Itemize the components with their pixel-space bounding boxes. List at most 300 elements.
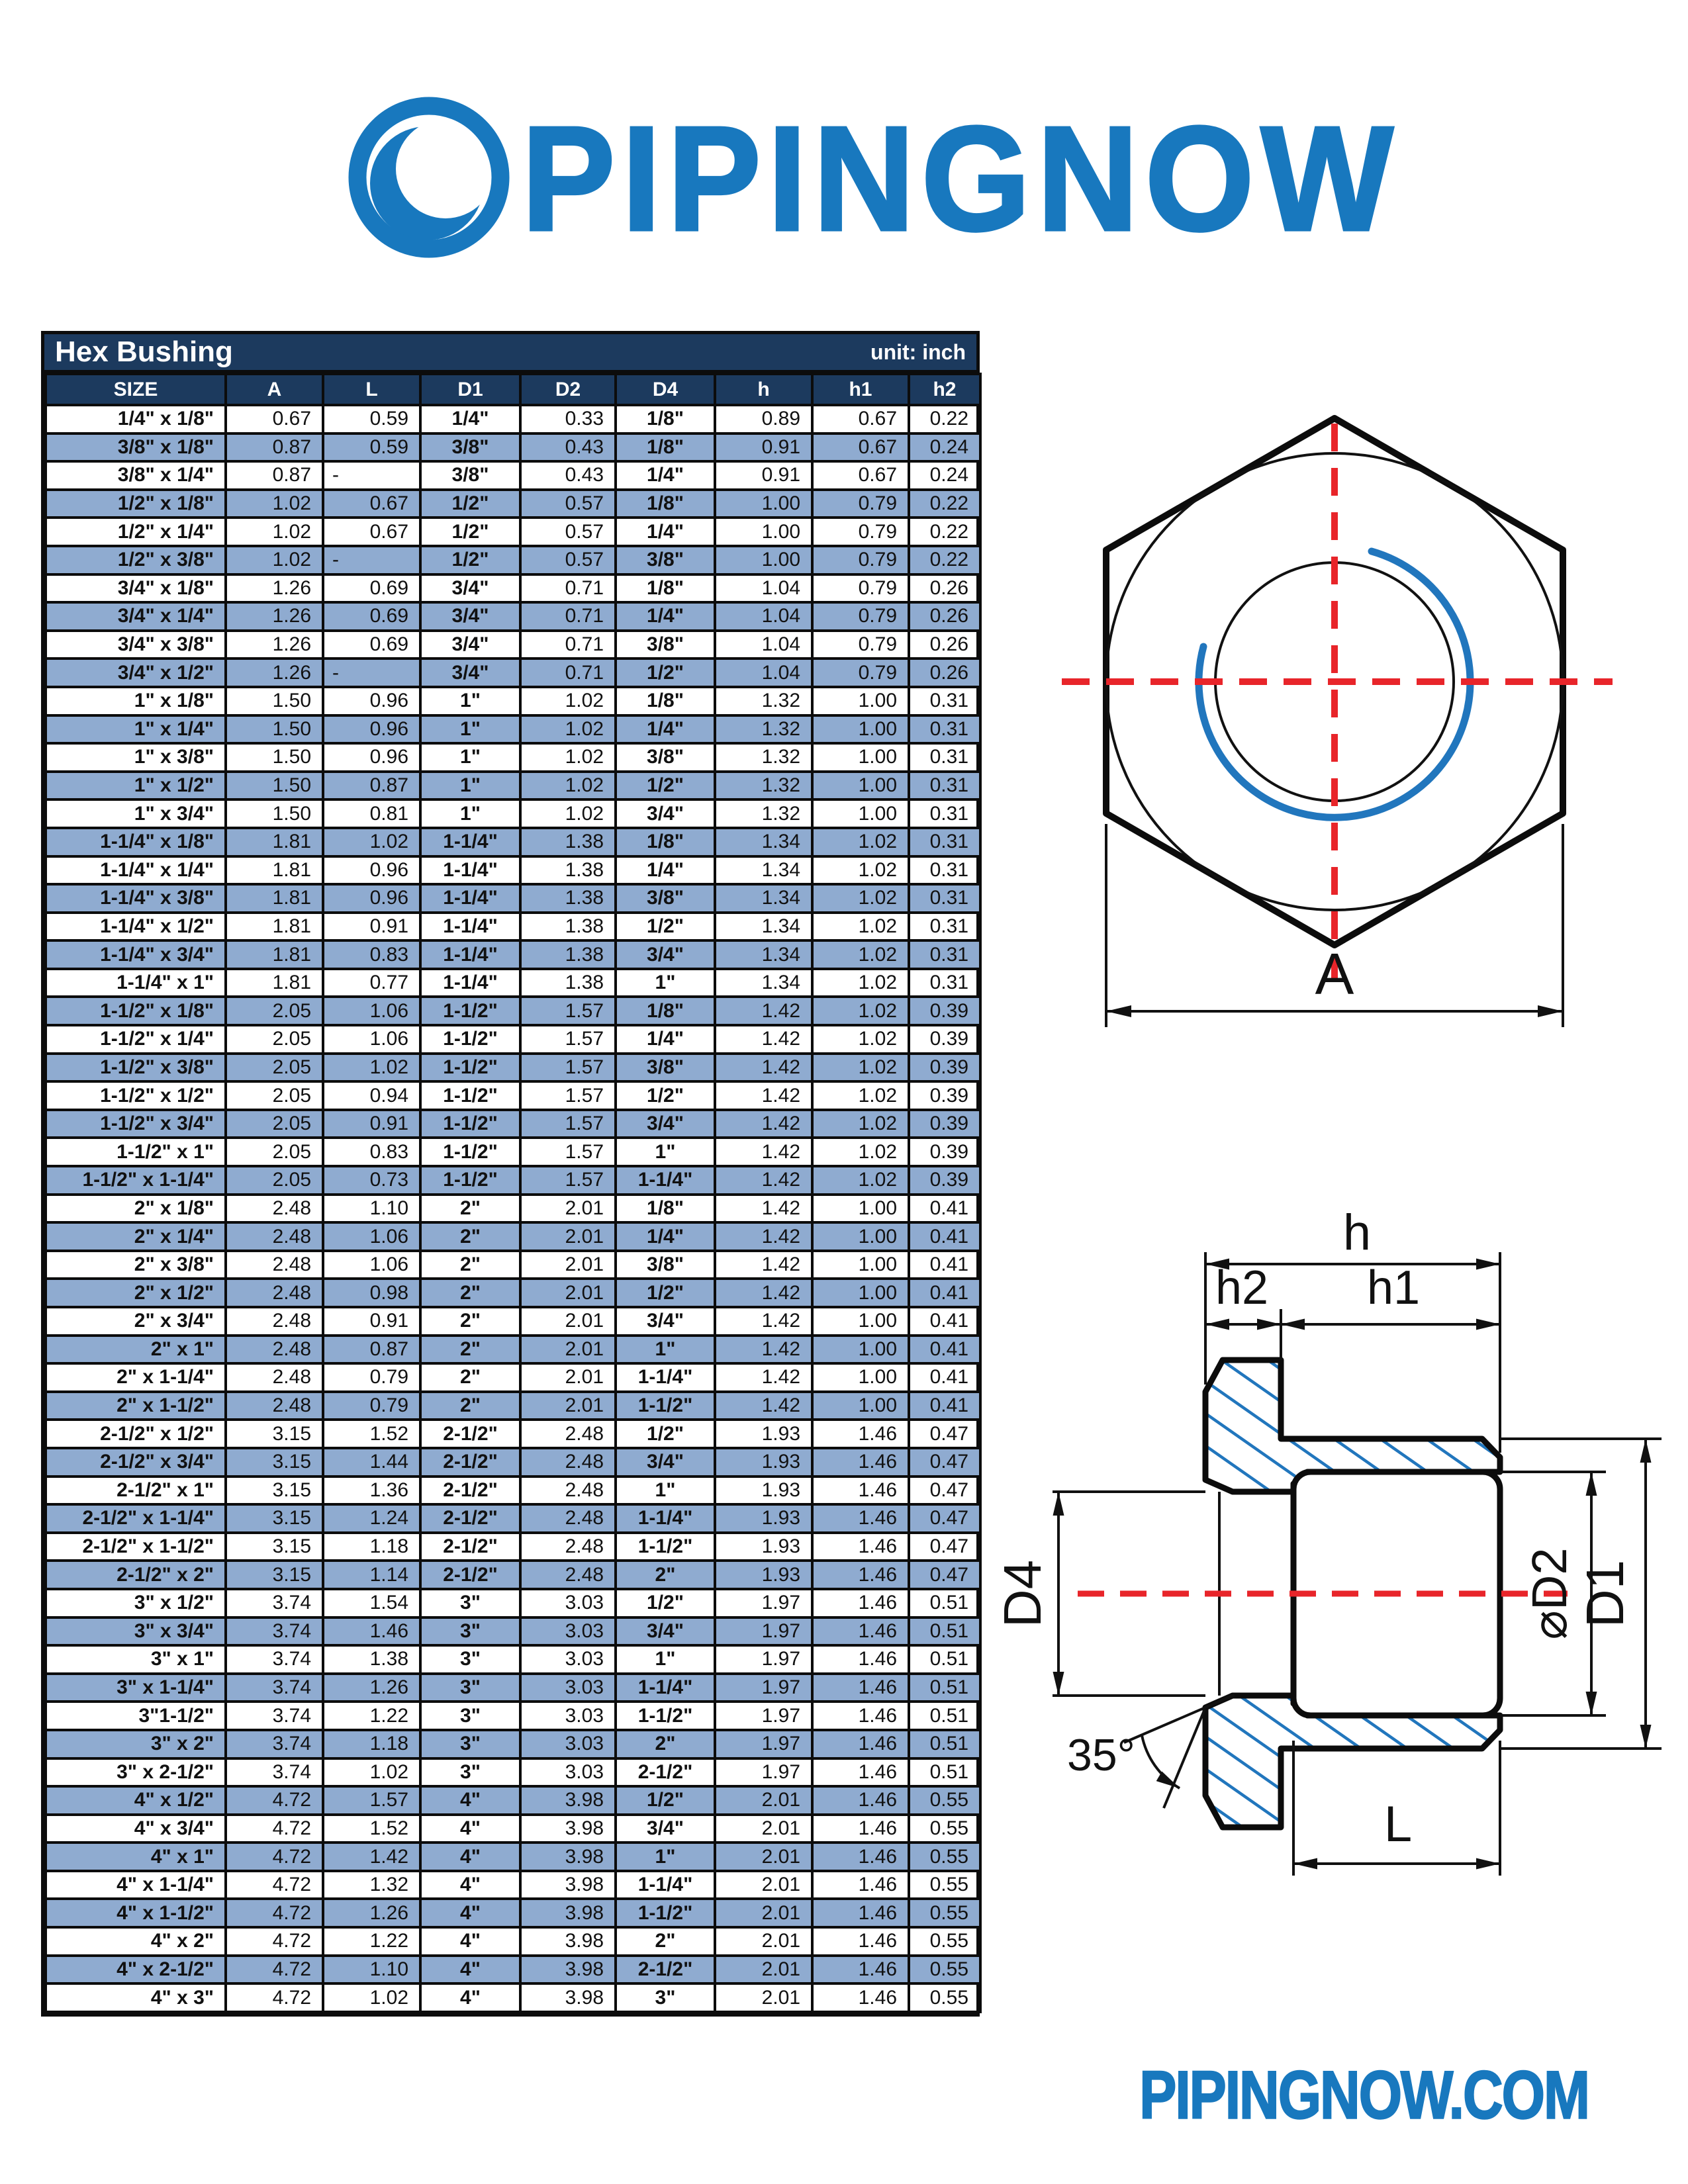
cell-d4: 3/8" bbox=[616, 631, 715, 659]
cell-d4: 1/8" bbox=[616, 433, 715, 462]
cell-a: 1.81 bbox=[226, 969, 323, 997]
cell-d2: 0.33 bbox=[520, 405, 616, 433]
table-row bbox=[46, 1307, 980, 1336]
cell-h1: 1.00 bbox=[812, 799, 909, 828]
column-header-size: SIZE bbox=[46, 374, 226, 405]
cell-size: 1-1/4" x 1/2" bbox=[46, 913, 226, 941]
table-row bbox=[46, 659, 980, 687]
cell-d1: 2-1/2" bbox=[420, 1477, 520, 1505]
cell-a: 0.67 bbox=[226, 405, 323, 433]
cell-size: 1" x 3/4" bbox=[46, 799, 226, 828]
cell-d2: 3.98 bbox=[520, 1843, 616, 1871]
cell-d4: 3/4" bbox=[616, 1617, 715, 1646]
cell-d1: 1" bbox=[420, 799, 520, 828]
cell-size: 3" x 3/4" bbox=[46, 1617, 226, 1646]
cell-size: 1-1/4" x 1" bbox=[46, 969, 226, 997]
table-row bbox=[46, 1730, 980, 1758]
cell-h1: 1.02 bbox=[812, 1166, 909, 1195]
cell-d4: 1/8" bbox=[616, 997, 715, 1025]
cell-h1: 1.00 bbox=[812, 772, 909, 800]
cell-l: 0.79 bbox=[323, 1363, 420, 1392]
cell-h2: 0.31 bbox=[909, 715, 980, 744]
cell-l: 0.96 bbox=[323, 715, 420, 744]
cell-a: 1.81 bbox=[226, 940, 323, 969]
cell-h2: 0.47 bbox=[909, 1504, 980, 1533]
cell-h1: 1.02 bbox=[812, 828, 909, 856]
cell-h2: 0.39 bbox=[909, 1110, 980, 1138]
cell-l: 1.22 bbox=[323, 1702, 420, 1730]
cell-h1: 1.46 bbox=[812, 1533, 909, 1561]
cell-d1: 1-1/4" bbox=[420, 969, 520, 997]
cell-h2: 0.51 bbox=[909, 1702, 980, 1730]
cell-d1: 1/2" bbox=[420, 490, 520, 518]
cell-h: 1.93 bbox=[715, 1533, 812, 1561]
cell-h: 1.42 bbox=[715, 1025, 812, 1054]
cell-h2: 0.51 bbox=[909, 1758, 980, 1787]
cell-size: 3/8" x 1/4" bbox=[46, 461, 226, 490]
cell-a: 1.26 bbox=[226, 631, 323, 659]
cell-h1: 1.02 bbox=[812, 1054, 909, 1082]
cell-d4: 1-1/4" bbox=[616, 1504, 715, 1533]
cell-d1: 2-1/2" bbox=[420, 1448, 520, 1477]
cell-l: 1.38 bbox=[323, 1645, 420, 1674]
cell-h1: 1.00 bbox=[812, 1307, 909, 1336]
cell-d1: 1" bbox=[420, 715, 520, 744]
cell-size: 2" x 1" bbox=[46, 1336, 226, 1364]
table-row bbox=[46, 1927, 980, 1956]
cell-d4: 1/2" bbox=[616, 1279, 715, 1307]
cell-d2: 2.01 bbox=[520, 1307, 616, 1336]
cell-h1: 1.00 bbox=[812, 1222, 909, 1251]
table-row bbox=[46, 828, 980, 856]
table-row bbox=[46, 1617, 980, 1646]
dim-d4-label: D4 bbox=[993, 1559, 1052, 1628]
cell-l: 1.32 bbox=[323, 1871, 420, 1899]
cell-d2: 2.48 bbox=[520, 1477, 616, 1505]
cell-l: 1.06 bbox=[323, 1025, 420, 1054]
cell-d1: 1-1/2" bbox=[420, 1110, 520, 1138]
cell-h1: 1.46 bbox=[812, 1477, 909, 1505]
logo-text: PIPINGNOW bbox=[522, 95, 1400, 262]
cell-d4: 1/4" bbox=[616, 1222, 715, 1251]
cell-h: 1.93 bbox=[715, 1477, 812, 1505]
cell-d4: 3/4" bbox=[616, 799, 715, 828]
cell-size: 3" x 2" bbox=[46, 1730, 226, 1758]
cell-a: 1.81 bbox=[226, 884, 323, 913]
cell-a: 4.72 bbox=[226, 1786, 323, 1815]
cell-h: 1.34 bbox=[715, 940, 812, 969]
cell-h: 0.91 bbox=[715, 461, 812, 490]
cell-d4: 1-1/2" bbox=[616, 1533, 715, 1561]
cell-h2: 0.41 bbox=[909, 1195, 980, 1223]
cell-d2: 1.57 bbox=[520, 1081, 616, 1110]
cell-size: 4" x 3/4" bbox=[46, 1815, 226, 1843]
cell-h2: 0.39 bbox=[909, 1054, 980, 1082]
table-row bbox=[46, 1336, 980, 1364]
spec-sheet bbox=[41, 331, 980, 2017]
dim-h2-label: h2 bbox=[1215, 1261, 1269, 1314]
cell-d2: 0.57 bbox=[520, 490, 616, 518]
cell-d1: 4" bbox=[420, 1786, 520, 1815]
cell-d1: 3/8" bbox=[420, 461, 520, 490]
table-row bbox=[46, 1222, 980, 1251]
cell-l: 0.83 bbox=[323, 1138, 420, 1166]
cell-h1: 0.79 bbox=[812, 518, 909, 546]
cell-h: 2.01 bbox=[715, 1956, 812, 1984]
cell-h1: 1.00 bbox=[812, 715, 909, 744]
table-row bbox=[46, 1956, 980, 1984]
cell-h1: 0.67 bbox=[812, 461, 909, 490]
cell-h: 1.97 bbox=[715, 1758, 812, 1787]
cell-a: 0.87 bbox=[226, 433, 323, 462]
cell-l: 0.69 bbox=[323, 574, 420, 603]
cell-h: 1.97 bbox=[715, 1589, 812, 1617]
cell-a: 3.15 bbox=[226, 1448, 323, 1477]
dim-d2-label: ⌀D2 bbox=[1522, 1547, 1577, 1640]
cell-d2: 1.02 bbox=[520, 743, 616, 772]
cell-a: 3.74 bbox=[226, 1674, 323, 1702]
cell-d2: 2.48 bbox=[520, 1533, 616, 1561]
cell-h1: 0.67 bbox=[812, 405, 909, 433]
cell-h1: 0.79 bbox=[812, 631, 909, 659]
cell-h2: 0.31 bbox=[909, 969, 980, 997]
cell-d1: 4" bbox=[420, 1899, 520, 1927]
cell-size: 1-1/2" x 1-1/4" bbox=[46, 1166, 226, 1195]
cell-d1: 2-1/2" bbox=[420, 1420, 520, 1448]
cell-h1: 0.79 bbox=[812, 546, 909, 574]
table-row bbox=[46, 1504, 980, 1533]
spec-table-body bbox=[46, 405, 980, 2012]
cell-d4: 1/2" bbox=[616, 772, 715, 800]
cell-d2: 0.71 bbox=[520, 659, 616, 687]
spec-table-head bbox=[46, 374, 980, 405]
table-row bbox=[46, 1815, 980, 1843]
cell-h: 1.42 bbox=[715, 997, 812, 1025]
cell-h2: 0.26 bbox=[909, 631, 980, 659]
cell-d4: 3/8" bbox=[616, 884, 715, 913]
cell-d1: 3" bbox=[420, 1702, 520, 1730]
cell-d1: 1-1/2" bbox=[420, 1166, 520, 1195]
table-row bbox=[46, 1195, 980, 1223]
cell-d4: 1-1/4" bbox=[616, 1674, 715, 1702]
cell-d2: 3.98 bbox=[520, 1815, 616, 1843]
cell-size: 3" x 2-1/2" bbox=[46, 1758, 226, 1787]
cell-a: 1.81 bbox=[226, 828, 323, 856]
cell-size: 3" x 1/2" bbox=[46, 1589, 226, 1617]
table-row bbox=[46, 602, 980, 631]
cell-d4: 3/4" bbox=[616, 1110, 715, 1138]
cell-h1: 1.02 bbox=[812, 1081, 909, 1110]
cell-h2: 0.39 bbox=[909, 997, 980, 1025]
cell-d4: 1/4" bbox=[616, 518, 715, 546]
table-row bbox=[46, 969, 980, 997]
cell-d2: 2.01 bbox=[520, 1363, 616, 1392]
table-row bbox=[46, 884, 980, 913]
cell-d4: 3/4" bbox=[616, 1815, 715, 1843]
cell-h: 1.42 bbox=[715, 1363, 812, 1392]
cell-h1: 1.46 bbox=[812, 1871, 909, 1899]
cell-d2: 1.57 bbox=[520, 997, 616, 1025]
table-row bbox=[46, 743, 980, 772]
cell-l: 1.36 bbox=[323, 1477, 420, 1505]
cell-a: 2.48 bbox=[226, 1222, 323, 1251]
site-url: PIPINGNOW.COM bbox=[1139, 2056, 1589, 2133]
cell-l: 1.06 bbox=[323, 997, 420, 1025]
table-row bbox=[46, 940, 980, 969]
cell-h: 1.32 bbox=[715, 687, 812, 715]
cell-l: 0.69 bbox=[323, 631, 420, 659]
cell-size: 4" x 1" bbox=[46, 1843, 226, 1871]
cell-d1: 2" bbox=[420, 1392, 520, 1420]
cell-h: 1.00 bbox=[715, 518, 812, 546]
cell-h2: 0.55 bbox=[909, 1899, 980, 1927]
cell-h2: 0.51 bbox=[909, 1645, 980, 1674]
cell-a: 4.72 bbox=[226, 1956, 323, 1984]
cell-a: 3.74 bbox=[226, 1617, 323, 1646]
cell-h: 1.42 bbox=[715, 1138, 812, 1166]
cell-h1: 1.46 bbox=[812, 1561, 909, 1589]
cell-d1: 3/4" bbox=[420, 602, 520, 631]
cell-d4: 1/4" bbox=[616, 602, 715, 631]
cell-size: 3/4" x 1/4" bbox=[46, 602, 226, 631]
cell-h: 1.97 bbox=[715, 1617, 812, 1646]
cell-l: - bbox=[323, 546, 420, 574]
cell-h2: 0.39 bbox=[909, 1025, 980, 1054]
cell-h1: 1.02 bbox=[812, 997, 909, 1025]
table-row bbox=[46, 1081, 980, 1110]
cell-l: 0.96 bbox=[323, 884, 420, 913]
cell-d2: 2.01 bbox=[520, 1279, 616, 1307]
cell-h: 1.34 bbox=[715, 828, 812, 856]
cell-d4: 1/2" bbox=[616, 659, 715, 687]
cell-h: 1.00 bbox=[715, 490, 812, 518]
cell-h: 1.93 bbox=[715, 1448, 812, 1477]
cell-h: 1.04 bbox=[715, 574, 812, 603]
cell-d4: 3/8" bbox=[616, 546, 715, 574]
cell-h1: 1.46 bbox=[812, 1927, 909, 1956]
logo-pipe-icon bbox=[346, 94, 512, 261]
cell-d2: 1.38 bbox=[520, 913, 616, 941]
cell-size: 3"1-1/2" bbox=[46, 1702, 226, 1730]
cell-l: 0.91 bbox=[323, 913, 420, 941]
cell-h: 1.42 bbox=[715, 1251, 812, 1279]
cell-d1: 2" bbox=[420, 1307, 520, 1336]
table-row bbox=[46, 1674, 980, 1702]
cell-h: 2.01 bbox=[715, 1786, 812, 1815]
cell-l: 0.59 bbox=[323, 433, 420, 462]
table-row bbox=[46, 1138, 980, 1166]
cell-size: 4" x 2" bbox=[46, 1927, 226, 1956]
cell-a: 2.05 bbox=[226, 1081, 323, 1110]
cell-d4: 1-1/4" bbox=[616, 1871, 715, 1899]
cell-h: 1.34 bbox=[715, 913, 812, 941]
table-row bbox=[46, 433, 980, 462]
table-row bbox=[46, 1279, 980, 1307]
cell-h1: 1.46 bbox=[812, 1702, 909, 1730]
cell-d2: 3.03 bbox=[520, 1702, 616, 1730]
cell-h: 1.42 bbox=[715, 1279, 812, 1307]
cell-d4: 1/2" bbox=[616, 1786, 715, 1815]
cell-h1: 1.46 bbox=[812, 1899, 909, 1927]
cell-l: 0.81 bbox=[323, 799, 420, 828]
unit-label: unit: inch bbox=[870, 340, 966, 364]
cell-d4: 1-1/2" bbox=[616, 1702, 715, 1730]
cell-d4: 1/2" bbox=[616, 1589, 715, 1617]
cell-l: 1.02 bbox=[323, 828, 420, 856]
cell-d1: 1-1/4" bbox=[420, 828, 520, 856]
cell-l: 1.22 bbox=[323, 1927, 420, 1956]
cell-d2: 2.01 bbox=[520, 1336, 616, 1364]
cell-d2: 1.02 bbox=[520, 715, 616, 744]
cell-a: 2.48 bbox=[226, 1363, 323, 1392]
cell-d1: 4" bbox=[420, 1871, 520, 1899]
dim-h-label: h bbox=[1342, 1205, 1372, 1261]
cell-h2: 0.51 bbox=[909, 1730, 980, 1758]
table-row bbox=[46, 1166, 980, 1195]
cell-d2: 3.98 bbox=[520, 1871, 616, 1899]
spec-sheet-titlebar bbox=[44, 334, 976, 373]
cell-l: 1.26 bbox=[323, 1674, 420, 1702]
cell-d1: 1" bbox=[420, 687, 520, 715]
cell-h: 2.01 bbox=[715, 1899, 812, 1927]
cell-h: 1.32 bbox=[715, 715, 812, 744]
cell-d2: 1.02 bbox=[520, 772, 616, 800]
cell-d2: 3.03 bbox=[520, 1758, 616, 1787]
table-row bbox=[46, 631, 980, 659]
cell-size: 4" x 1-1/2" bbox=[46, 1899, 226, 1927]
cell-d4: 2" bbox=[616, 1730, 715, 1758]
cell-h2: 0.31 bbox=[909, 884, 980, 913]
cell-d4: 1" bbox=[616, 1843, 715, 1871]
cell-d4: 3/8" bbox=[616, 1054, 715, 1082]
cell-a: 2.05 bbox=[226, 1138, 323, 1166]
cell-h2: 0.47 bbox=[909, 1561, 980, 1589]
cell-h: 2.01 bbox=[715, 1843, 812, 1871]
cell-d4: 1" bbox=[616, 1336, 715, 1364]
cell-h1: 1.46 bbox=[812, 1815, 909, 1843]
cell-a: 2.05 bbox=[226, 1110, 323, 1138]
cell-h1: 1.00 bbox=[812, 1363, 909, 1392]
cell-d4: 1/8" bbox=[616, 405, 715, 433]
cell-h: 1.42 bbox=[715, 1110, 812, 1138]
cell-a: 3.15 bbox=[226, 1561, 323, 1589]
cell-h: 1.04 bbox=[715, 631, 812, 659]
cell-d1: 3" bbox=[420, 1730, 520, 1758]
cell-a: 1.02 bbox=[226, 518, 323, 546]
cell-size: 2" x 3/4" bbox=[46, 1307, 226, 1336]
cell-h: 0.89 bbox=[715, 405, 812, 433]
cell-a: 2.05 bbox=[226, 997, 323, 1025]
cell-d1: 1-1/4" bbox=[420, 940, 520, 969]
cell-h1: 1.00 bbox=[812, 1251, 909, 1279]
cell-size: 2" x 1-1/4" bbox=[46, 1363, 226, 1392]
cell-d2: 3.03 bbox=[520, 1617, 616, 1646]
cell-l: 0.77 bbox=[323, 969, 420, 997]
cell-h1: 1.00 bbox=[812, 1279, 909, 1307]
cell-size: 4" x 2-1/2" bbox=[46, 1956, 226, 1984]
cell-d4: 2-1/2" bbox=[616, 1956, 715, 1984]
cell-d4: 2" bbox=[616, 1927, 715, 1956]
cell-h2: 0.26 bbox=[909, 659, 980, 687]
table-row bbox=[46, 1363, 980, 1392]
cell-d1: 2-1/2" bbox=[420, 1504, 520, 1533]
cell-h2: 0.22 bbox=[909, 546, 980, 574]
cell-d1: 3" bbox=[420, 1617, 520, 1646]
cell-d1: 2" bbox=[420, 1363, 520, 1392]
cell-h2: 0.22 bbox=[909, 518, 980, 546]
cell-d2: 0.57 bbox=[520, 546, 616, 574]
cell-h: 2.01 bbox=[715, 1983, 812, 2012]
cell-h1: 1.02 bbox=[812, 940, 909, 969]
cell-d4: 1" bbox=[616, 1645, 715, 1674]
cell-h2: 0.47 bbox=[909, 1477, 980, 1505]
cell-d2: 3.98 bbox=[520, 1983, 616, 2012]
site-footer bbox=[1119, 2056, 1589, 2134]
cell-d2: 1.57 bbox=[520, 1025, 616, 1054]
cell-d4: 1/8" bbox=[616, 574, 715, 603]
cell-d4: 3" bbox=[616, 1983, 715, 2012]
table-row bbox=[46, 715, 980, 744]
cell-a: 4.72 bbox=[226, 1983, 323, 2012]
cell-size: 4" x 1-1/4" bbox=[46, 1871, 226, 1899]
table-row bbox=[46, 574, 980, 603]
cell-l: 1.54 bbox=[323, 1589, 420, 1617]
cell-h1: 1.46 bbox=[812, 1786, 909, 1815]
cell-d1: 1/4" bbox=[420, 405, 520, 433]
column-header-l: L bbox=[323, 374, 420, 405]
cell-d2: 1.38 bbox=[520, 969, 616, 997]
cell-a: 3.74 bbox=[226, 1758, 323, 1787]
cell-d1: 3/8" bbox=[420, 433, 520, 462]
cell-d2: 3.98 bbox=[520, 1927, 616, 1956]
cell-h: 1.34 bbox=[715, 969, 812, 997]
table-row bbox=[46, 1561, 980, 1589]
cell-d1: 1-1/4" bbox=[420, 856, 520, 885]
cell-d1: 1-1/2" bbox=[420, 1081, 520, 1110]
cell-d4: 1/4" bbox=[616, 715, 715, 744]
cell-l: 1.02 bbox=[323, 1983, 420, 2012]
cell-d2: 2.01 bbox=[520, 1195, 616, 1223]
table-row bbox=[46, 1392, 980, 1420]
cell-h2: 0.24 bbox=[909, 433, 980, 462]
cell-h: 1.42 bbox=[715, 1195, 812, 1223]
cell-l: 1.14 bbox=[323, 1561, 420, 1589]
cell-d1: 2" bbox=[420, 1195, 520, 1223]
cell-d4: 1/8" bbox=[616, 490, 715, 518]
cell-d4: 1-1/4" bbox=[616, 1363, 715, 1392]
cell-d4: 1" bbox=[616, 969, 715, 997]
cell-h1: 1.02 bbox=[812, 884, 909, 913]
cell-h2: 0.41 bbox=[909, 1222, 980, 1251]
cell-a: 2.48 bbox=[226, 1392, 323, 1420]
cell-h1: 0.79 bbox=[812, 602, 909, 631]
cell-size: 2-1/2" x 1" bbox=[46, 1477, 226, 1505]
cell-d1: 3/4" bbox=[420, 631, 520, 659]
cell-a: 1.50 bbox=[226, 799, 323, 828]
cell-h2: 0.31 bbox=[909, 828, 980, 856]
cell-size: 1" x 3/8" bbox=[46, 743, 226, 772]
cell-d4: 1" bbox=[616, 1477, 715, 1505]
cell-h2: 0.31 bbox=[909, 856, 980, 885]
cell-h1: 1.46 bbox=[812, 1504, 909, 1533]
cell-d1: 4" bbox=[420, 1815, 520, 1843]
cell-size: 3/4" x 1/2" bbox=[46, 659, 226, 687]
cell-d4: 3/4" bbox=[616, 1448, 715, 1477]
table-row bbox=[46, 1420, 980, 1448]
cell-h2: 0.55 bbox=[909, 1843, 980, 1871]
cell-h: 1.32 bbox=[715, 799, 812, 828]
cell-l: 1.26 bbox=[323, 1899, 420, 1927]
